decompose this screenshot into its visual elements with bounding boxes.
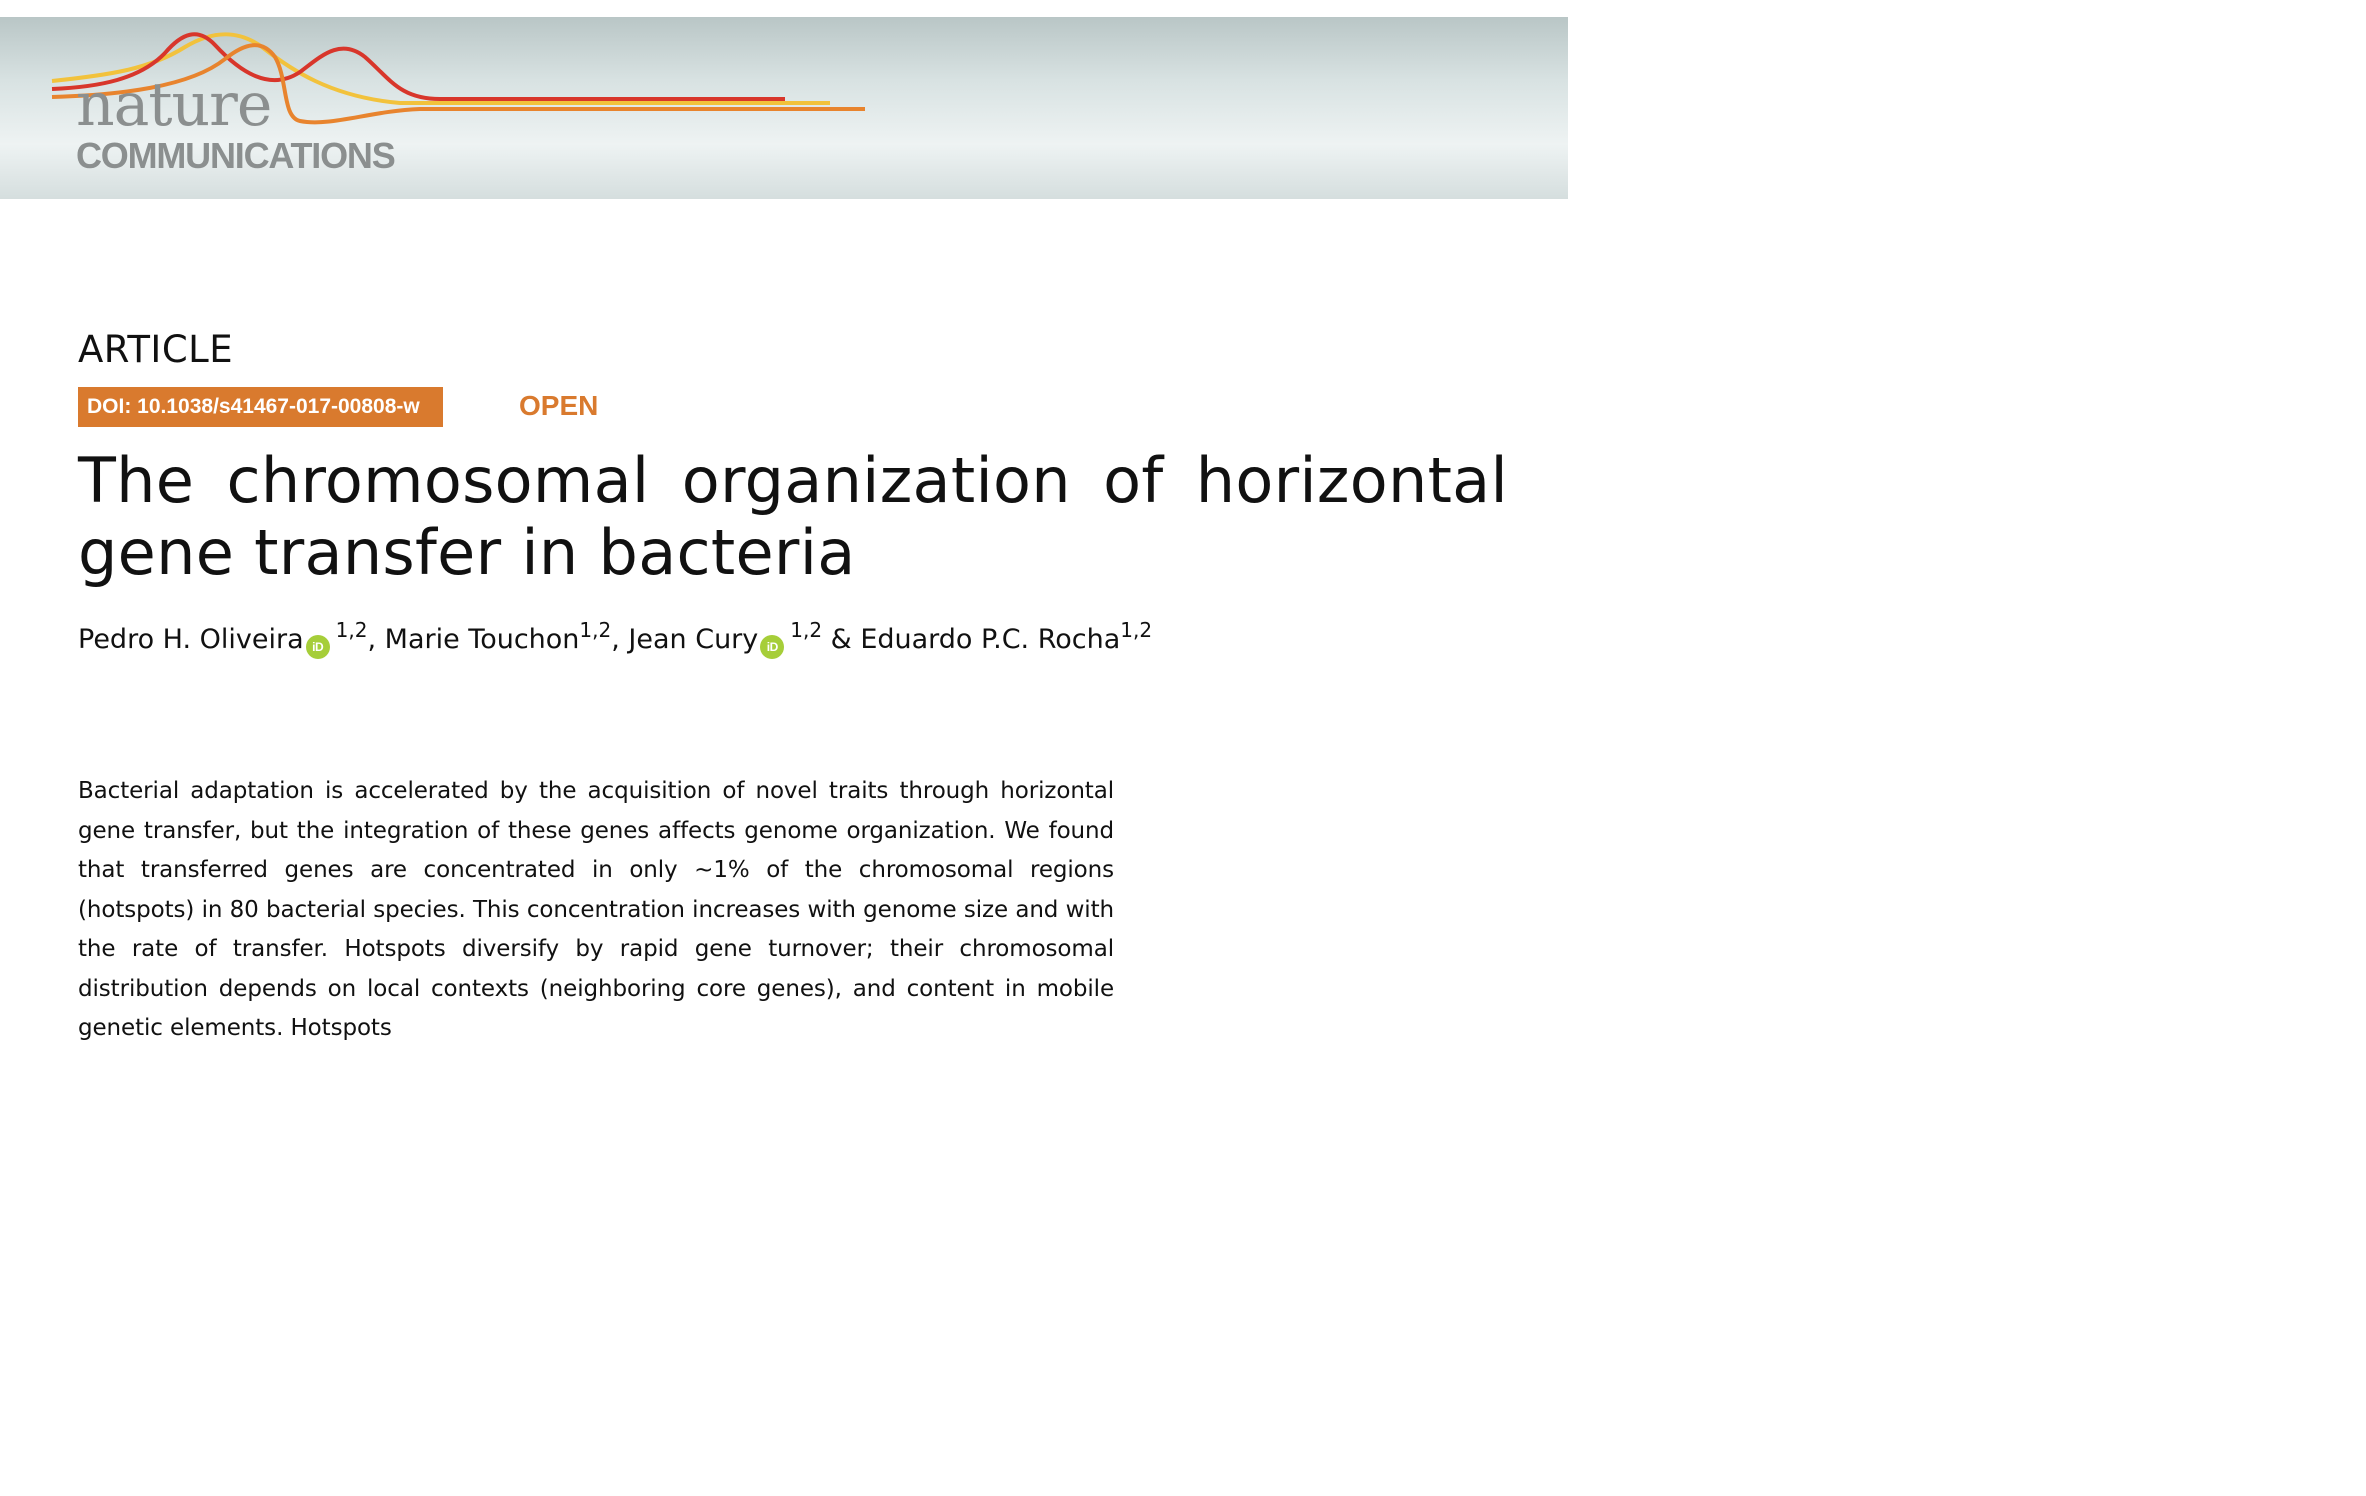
journal-logo-nature: nature bbox=[76, 70, 272, 140]
article-title: The chromosomal organization of horizontal gene transfer in bacteria bbox=[78, 444, 1508, 589]
author-name[interactable]: Pedro H. Oliveira bbox=[78, 624, 304, 655]
author-separator: & bbox=[822, 624, 861, 655]
open-access-label: OPEN bbox=[519, 390, 599, 421]
author-name[interactable]: Eduardo P.C. Rocha bbox=[860, 624, 1121, 655]
author-affiliation: 1,2 bbox=[790, 618, 823, 642]
article-type-label: ARTICLE bbox=[78, 328, 234, 371]
orcid-icon[interactable]: iD bbox=[760, 635, 784, 659]
author-separator: , bbox=[611, 624, 629, 655]
author-affiliation: 1,2 bbox=[1120, 618, 1153, 642]
journal-logo-communications: COMMUNICATIONS bbox=[76, 135, 395, 176]
author-list bbox=[78, 620, 1152, 660]
article-page bbox=[0, 0, 1568, 1041]
author-separator: , bbox=[367, 624, 385, 655]
abstract-text: Bacterial adaptation is accelerated by the acquisition of novel traits through horizontal gene transfer, but the integration of these genes affects genome organization. We found that transferred genes are concentrated in only ~1% of the chromosomal regions (hotspots) in 80 bacterial species. This concentration increases with genome size and with the rate of transfer. Hotspots diversify by rapid gene turnover; their chromosomal distribution depends on local contexts (neighboring core genes), and content in mobile genetic elements. Hotspots bbox=[78, 778, 1114, 1041]
author-name[interactable]: Marie Touchon bbox=[384, 624, 580, 655]
author-name[interactable]: Jean Cury bbox=[628, 624, 759, 655]
orcid-icon[interactable]: iD bbox=[306, 635, 330, 659]
author-affiliation: 1,2 bbox=[579, 618, 612, 642]
journal-banner bbox=[0, 17, 1568, 199]
author-affiliation: 1,2 bbox=[335, 618, 368, 642]
doi-badge[interactable]: DOI: 10.1038/s41467-017-00808-w bbox=[78, 387, 443, 427]
